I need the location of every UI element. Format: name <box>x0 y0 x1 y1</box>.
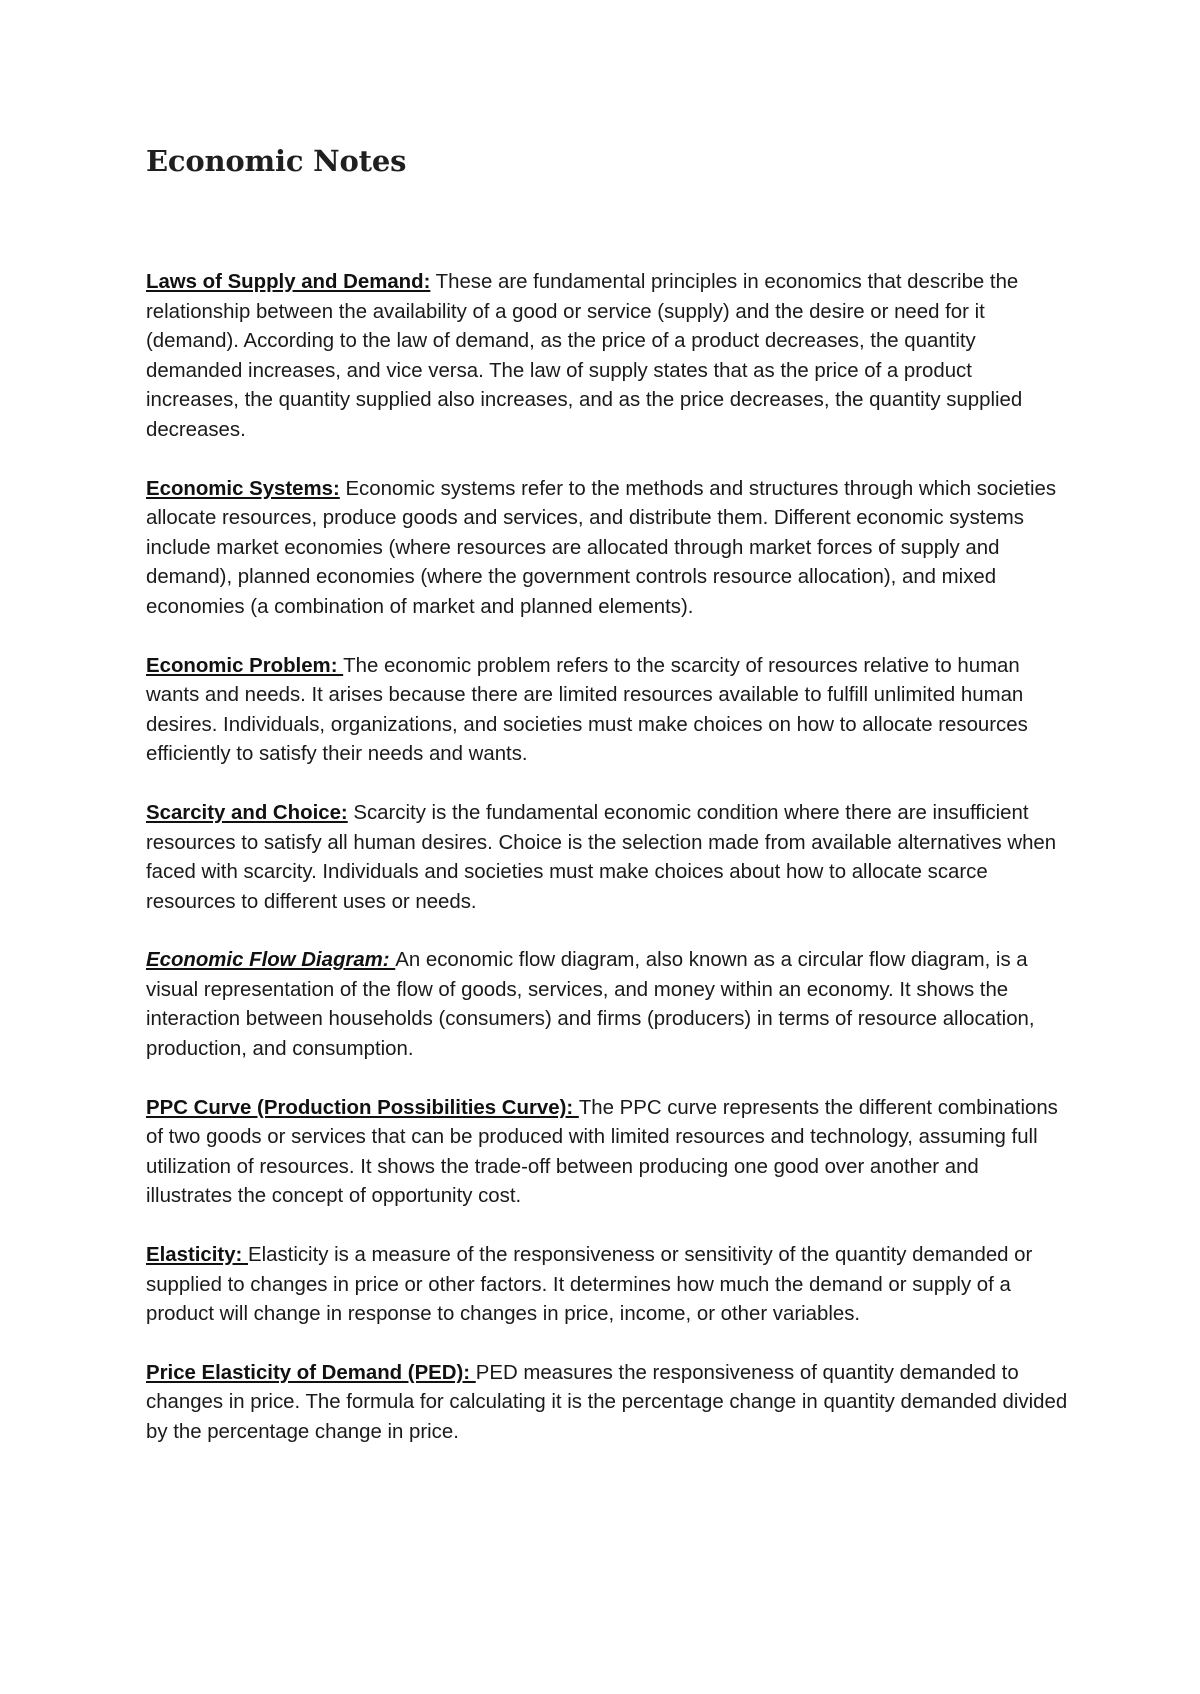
section-scarcity-and-choice <box>146 799 1070 917</box>
section-heading: PPC Curve (Production Possibilities Curve): <box>146 1096 579 1119</box>
section-laws-of-supply-and-demand <box>146 268 1070 446</box>
section-heading: Price Elasticity of Demand (PED): <box>146 1361 476 1384</box>
section-economic-problem <box>146 652 1070 770</box>
section-economic-systems <box>146 475 1070 623</box>
section-body: Elasticity is a measure of the responsiveness or sensitivity of the quantity demanded or supplied to changes in price or other factors. It determines how much the demand or supply of a product will change in response to changes in price, income, or other variables. <box>146 1244 1033 1326</box>
section-body: PED measures the responsiveness of quantity demanded to changes in price. The formula for calculating it is the percentage change in quantity demanded divided by the percentage change in price. <box>146 1361 1068 1443</box>
section-price-elasticity-of-demand <box>146 1359 1070 1448</box>
section-heading: Economic Systems: <box>146 477 340 500</box>
section-heading: Economic Flow Diagram: <box>146 949 396 972</box>
section-heading: Elasticity: <box>146 1244 248 1267</box>
section-heading: Economic Problem: <box>146 654 344 677</box>
section-body: The PPC curve represents the different combinations of two goods or services that can be produced with limited resources and technology, assuming full utilization of resources. It shows the trade-off between producing one good over another and illustrates the concept of opportunity cost. <box>146 1096 1058 1208</box>
section-heading: Laws of Supply and Demand: <box>146 271 431 293</box>
notes-body <box>146 268 1070 1477</box>
section-body: The economic problem refers to the scarcity of resources relative to human wants and needs. It arises because there are limited resources available to fulfill unlimited human desires. Individuals, organizations, and societies must make choices on how to allocate resources efficiently to satisfy their needs and wants. <box>146 654 1028 766</box>
page-title: Economic Notes <box>146 144 407 178</box>
section-ppc-curve <box>146 1094 1070 1212</box>
section-elasticity <box>146 1241 1070 1330</box>
section-body: An economic flow diagram, also known as a circular flow diagram, is a visual representation of the flow of goods, services, and money within an economy. It shows the interaction between households (consumers) and firms (producers) in terms of resource allocation, production, and consumption. <box>146 949 1035 1061</box>
section-economic-flow-diagram <box>146 946 1070 1064</box>
section-body: These are fundamental principles in economics that describe the relationship between the availability of a good or service (supply) and the desire or need for it (demand). According to the law of demand, as the price of a product decreases, the quantity demanded increases, and vice versa. The law of supply states that as the price of a product increases, the quantity supplied also increases, and as the price decreases, the quantity supplied decreases. <box>146 271 1023 441</box>
section-body: Scarcity is the fundamental economic condition where there are insufficient resources to satisfy all human desires. Choice is the selection made from available alternatives when faced with scarcity. Individuals and societies must make choices about how to allocate scarce resources to different uses or needs. <box>146 801 1057 913</box>
section-body: Economic systems refer to the methods and structures through which societies allocate resources, produce goods and services, and distribute them. Different economic systems include market economies (where resources are allocated through market forces of supply and demand), planned economies (where the government controls resource allocation), and mixed economies (a combination of market and planned elements). <box>146 477 1057 618</box>
section-heading: Scarcity and Choice: <box>146 801 348 824</box>
